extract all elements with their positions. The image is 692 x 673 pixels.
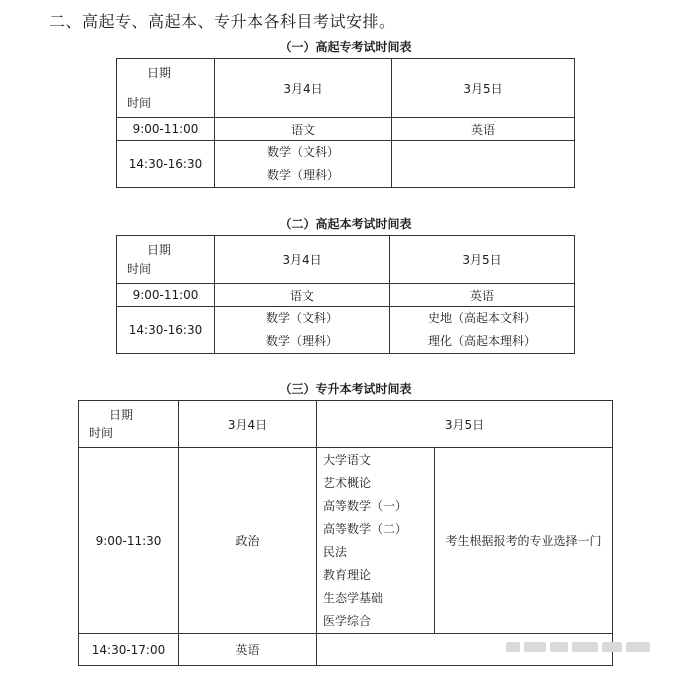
date-header-label: 日期 — [147, 243, 172, 257]
schedule-table-3 — [78, 400, 613, 666]
time-header-label: 时间 — [89, 426, 114, 440]
subject-cell: 英语 — [179, 634, 317, 666]
column-header: 3月5日 — [392, 59, 575, 118]
date-time-header — [117, 59, 215, 118]
subject-cell: 语文 — [215, 118, 392, 141]
time-cell: 9:00-11:30 — [79, 448, 179, 634]
table-row — [79, 448, 613, 634]
subject-cell — [390, 307, 575, 354]
table-row — [117, 118, 575, 141]
subject-item: 史地（高起本文科） — [427, 311, 536, 325]
section-heading: 二、高起专、高起本、专升本各科目考试安排。 — [49, 12, 396, 31]
date-header-label: 日期 — [147, 66, 172, 80]
subject-item: 高等数学（一） — [323, 498, 408, 513]
empty-cell — [392, 141, 575, 188]
time-header-label: 时间 — [127, 96, 152, 110]
time-cell: 14:30-16:30 — [117, 307, 215, 354]
subject-cell: 英语 — [390, 284, 575, 307]
note-cell: 考生根据报考的专业选择一门 — [435, 448, 613, 634]
subject-cell: 英语 — [392, 118, 575, 141]
subject-cell — [215, 307, 390, 354]
table-caption-1: （一）高起专考试时间表 — [279, 40, 412, 54]
table-row — [117, 141, 575, 188]
column-header: 3月5日 — [317, 401, 613, 448]
subject-item: 艺术概论 — [323, 475, 372, 490]
date-time-header — [117, 236, 215, 284]
subject-cell: 语文 — [215, 284, 390, 307]
blurred-watermark — [506, 637, 666, 649]
subject-item: 大学语文 — [323, 452, 372, 467]
date-time-header — [79, 401, 179, 448]
table-row — [117, 284, 575, 307]
subject-cell — [215, 141, 392, 188]
column-header: 3月4日 — [215, 236, 390, 284]
schedule-table-2 — [116, 235, 575, 354]
column-header: 3月5日 — [390, 236, 575, 284]
subject-item: 数学（文科） — [266, 145, 339, 159]
subject-item: 高等数学（二） — [323, 521, 408, 536]
time-header-label: 时间 — [127, 262, 152, 276]
subject-item: 教育理论 — [323, 567, 372, 582]
time-cell: 14:30-16:30 — [117, 141, 215, 188]
subject-item: 理化（高起本理科） — [427, 334, 536, 348]
subject-item: 民法 — [323, 544, 348, 559]
schedule-table-1 — [116, 58, 575, 188]
table-caption-3: （三）专升本考试时间表 — [279, 382, 412, 396]
column-header: 3月4日 — [179, 401, 317, 448]
time-cell: 9:00-11:00 — [117, 118, 215, 141]
subject-item: 医学综合 — [323, 613, 372, 628]
subject-item: 数学（理科） — [266, 168, 339, 182]
table-row — [117, 307, 575, 354]
date-header-label: 日期 — [109, 408, 134, 422]
subject-item: 数学（理科） — [265, 334, 338, 348]
subject-list-cell — [317, 448, 435, 634]
table-caption-2: （二）高起本考试时间表 — [279, 217, 412, 231]
subject-cell: 政治 — [179, 448, 317, 634]
subject-item: 数学（文科） — [265, 311, 338, 325]
time-cell: 14:30-17:00 — [79, 634, 179, 666]
time-cell: 9:00-11:00 — [117, 284, 215, 307]
subject-item: 生态学基础 — [323, 590, 384, 605]
column-header: 3月4日 — [215, 59, 392, 118]
